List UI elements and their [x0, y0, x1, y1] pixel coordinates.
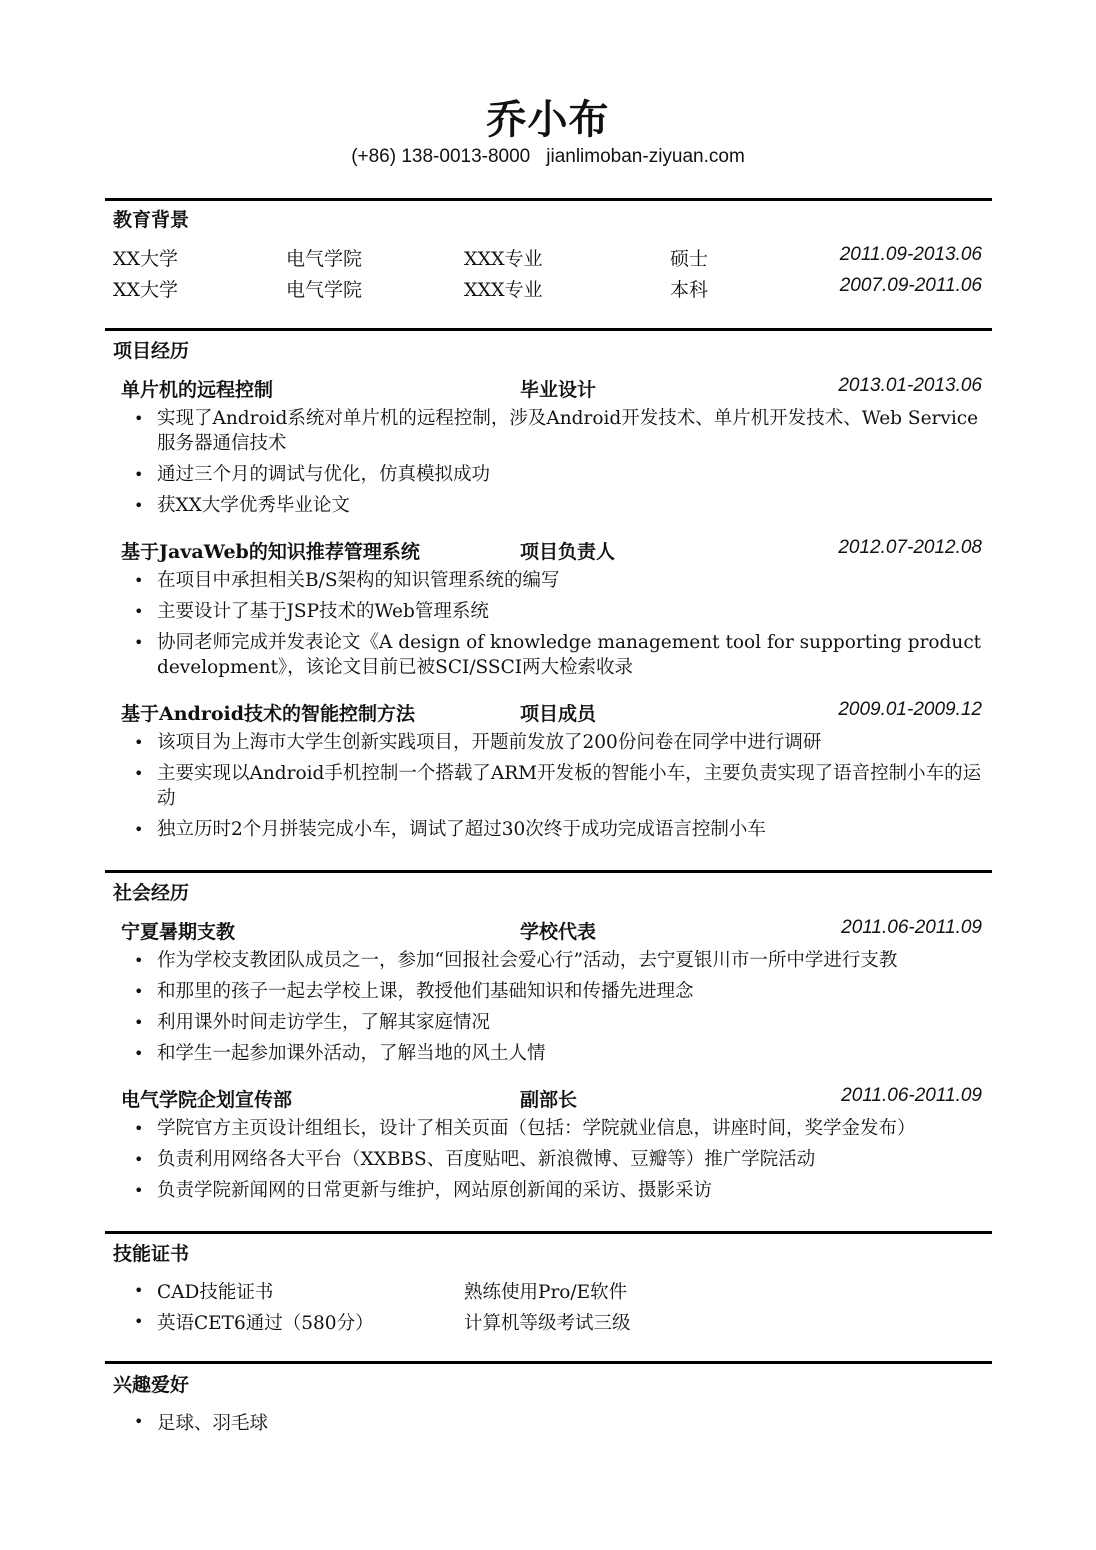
section-divider: [105, 328, 992, 331]
project-bullet: 通过三个月的调试与优化，仿真模拟成功: [157, 464, 491, 485]
bullet-icon: •: [134, 982, 144, 1001]
bullet-icon: •: [134, 1312, 144, 1331]
bullet-icon: •: [134, 633, 144, 652]
bullet-icon: •: [134, 409, 144, 428]
edu-major: XXX专业: [464, 279, 543, 301]
social-role: 学校代表: [520, 921, 597, 943]
project-name: 基于JavaWeb的知识推荐管理系统: [121, 541, 420, 563]
section-divider: [105, 870, 992, 873]
bullet-icon: •: [134, 602, 144, 621]
project-name: 单片机的远程控制: [121, 379, 274, 401]
section-divider: [105, 1231, 992, 1234]
bullet-icon: •: [134, 1181, 144, 1200]
project-bullet: 协同老师完成并发表论文《A design of knowledge management tool for supporting product development》，该论文目前已被SCI/SSCI两大检索收录: [157, 632, 982, 678]
project-bullet: 独立历时2个月拼装完成小车，调试了超过30次终于成功完成语言控制小车: [157, 819, 766, 840]
skill-item: CAD技能证书: [157, 1282, 274, 1303]
project-role: 项目负责人: [520, 541, 616, 563]
skill-item: 英语CET6通过（580分）: [157, 1313, 374, 1334]
edu-date: 2007.09-2011.06: [839, 275, 982, 296]
bullet-icon: •: [134, 1119, 144, 1138]
bullet-icon: •: [134, 496, 144, 515]
skill-item: 计算机等级考试三级: [464, 1313, 631, 1334]
social-bullet: 利用课外时间走访学生，了解其家庭情况: [157, 1012, 491, 1033]
section-divider: [105, 1361, 992, 1364]
section-divider: [105, 198, 992, 201]
edu-degree: 硕士: [670, 248, 709, 270]
edu-school: XX大学: [113, 248, 179, 270]
project-bullet: 获XX大学优秀毕业论文: [157, 495, 350, 516]
social-name: 电气学院企划宣传部: [121, 1089, 293, 1111]
social-bullet: 学院官方主页设计组组长，设计了相关页面（包括：学院就业信息，讲座时间，奖学金发布）: [157, 1118, 916, 1139]
website-link[interactable]: jianlimoban-ziyuan.com: [546, 146, 745, 167]
edu-date: 2011.09-2013.06: [839, 244, 982, 265]
project-bullet: 在项目中承担相关B/S架构的知识管理系统的编写: [157, 570, 560, 591]
project-date: 2012.07-2012.08: [838, 537, 982, 558]
hobby-item: 足球、羽毛球: [157, 1413, 269, 1434]
project-role: 毕业设计: [520, 379, 597, 401]
social-bullet: 和那里的孩子一起去学校上课，教授他们基础知识和传播先进理念: [157, 981, 694, 1002]
social-title: 社会经历: [113, 882, 190, 904]
project-bullet: 主要设计了基于JSP技术的Web管理系统: [157, 601, 489, 622]
project-date: 2009.01-2009.12: [838, 699, 982, 720]
bullet-icon: •: [134, 951, 144, 970]
hobbies-title: 兴趣爱好: [113, 1374, 190, 1396]
social-bullet: 作为学校支教团队成员之一，参加“回报社会爱心行”活动，去宁夏银川市一所中学进行支教: [157, 950, 898, 971]
project-bullet: 实现了Android系统对单片机的远程控制，涉及Android开发技术、单片机开发技术、Web Service服务器通信技术: [157, 408, 979, 454]
skill-item: 熟练使用Pro/E软件: [464, 1282, 628, 1303]
edu-major: XXX专业: [464, 248, 543, 270]
bullet-icon: •: [134, 820, 144, 839]
bullet-icon: •: [134, 764, 144, 783]
project-role: 项目成员: [520, 703, 597, 725]
bullet-icon: •: [134, 1150, 144, 1169]
skills-title: 技能证书: [113, 1243, 190, 1265]
bullet-icon: •: [134, 571, 144, 590]
resume-name: 乔小布: [486, 96, 610, 143]
social-bullet: 负责学院新闻网的日常更新与维护，网站原创新闻的采访、摄影采访: [157, 1180, 713, 1201]
social-bullet: 和学生一起参加课外活动，了解当地的风土人情: [157, 1043, 546, 1064]
bullet-icon: •: [134, 733, 144, 752]
phone-number: (+86) 138-0013-8000: [351, 146, 531, 167]
social-bullet: 负责利用网络各大平台（XXBBS、百度贴吧、新浪微博、豆瓣等）推广学院活动: [157, 1149, 816, 1170]
project-date: 2013.01-2013.06: [838, 375, 982, 396]
edu-degree: 本科: [670, 279, 709, 301]
project-name: 基于Android技术的智能控制方法: [121, 703, 416, 725]
projects-title: 项目经历: [113, 340, 190, 362]
bullet-icon: •: [134, 1044, 144, 1063]
bullet-icon: •: [134, 465, 144, 484]
edu-college: 电气学院: [286, 248, 363, 270]
bullet-icon: •: [134, 1281, 144, 1300]
social-date: 2011.06-2011.09: [841, 917, 982, 938]
bullet-icon: •: [134, 1412, 144, 1431]
social-role: 副部长: [520, 1089, 578, 1111]
edu-college: 电气学院: [286, 279, 363, 301]
social-date: 2011.06-2011.09: [841, 1085, 982, 1106]
project-bullet: 该项目为上海市大学生创新实践项目，开题前发放了200份问卷在同学中进行调研: [157, 732, 822, 753]
project-bullet: 主要实现以Android手机控制一个搭载了ARM开发板的智能小车，主要负责实现了语音控制小车的运动: [157, 763, 982, 809]
contact-line: [0, 146, 1096, 168]
edu-school: XX大学: [113, 279, 179, 301]
education-title: 教育背景: [113, 209, 190, 231]
bullet-icon: •: [134, 1013, 144, 1032]
social-name: 宁夏暑期支教: [121, 921, 236, 943]
